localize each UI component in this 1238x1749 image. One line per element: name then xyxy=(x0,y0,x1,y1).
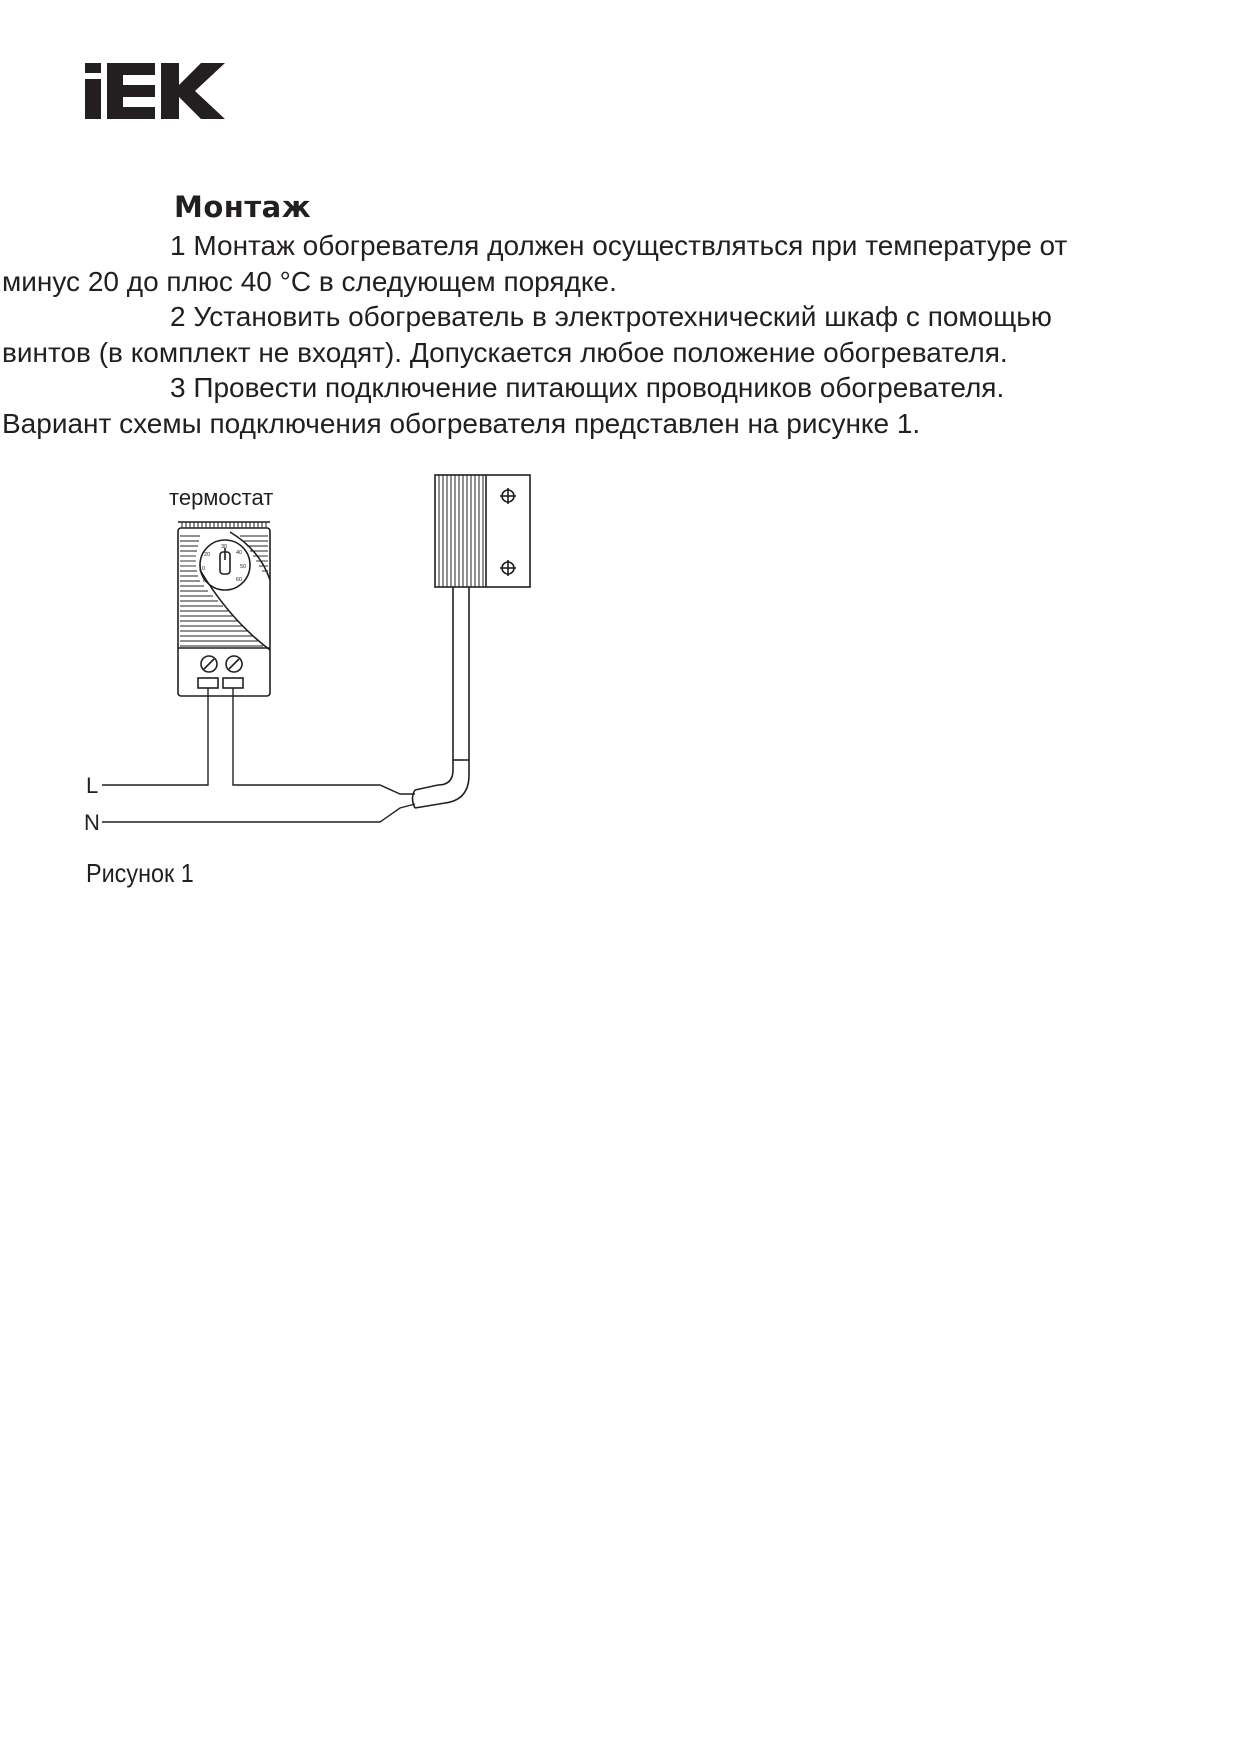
paragraph-1 xyxy=(2,228,1196,299)
paragraph-2-line-1: 2 Установить обогреватель в электротехнический шкаф с помощью xyxy=(170,301,1052,332)
paragraph-3-line-2: Вариант схемы подключения обогревателя представлен на рисунке 1. xyxy=(2,407,921,439)
paragraph-2-line-2: винтов (в комплект не входят). Допускается любое положение обогревателя. xyxy=(2,336,1008,368)
dial-mark-0: 0 xyxy=(203,578,207,584)
paragraph-2 xyxy=(2,299,1196,370)
dial-mark-20: 20 xyxy=(204,552,211,558)
line-n-label: N xyxy=(84,810,100,835)
line-l-label: L xyxy=(86,773,99,798)
thermostat-label: термостат xyxy=(169,485,274,510)
paragraph-3 xyxy=(2,370,1196,441)
paragraph-1-line-1: 1 Монтаж обогревателя должен осуществляться при температуре от xyxy=(170,230,1068,261)
wiring-diagram xyxy=(80,470,560,850)
paragraph-3-line-1: 3 Провести подключение питающих проводников обогревателя. xyxy=(170,372,1005,403)
heater-icon xyxy=(413,475,531,808)
dial-mark-30: 30 xyxy=(221,544,228,550)
section-title: Монтаж xyxy=(174,190,312,224)
paragraph-1-line-2: минус 20 до плюс 40 °С в следующем порядке. xyxy=(2,265,617,297)
dial-mark-50: 50 xyxy=(240,564,247,570)
figure-caption: Рисунок 1 xyxy=(86,858,194,888)
dial-mark-60: 60 xyxy=(236,577,243,583)
mounting-instructions xyxy=(2,228,1196,441)
iek-logo xyxy=(85,63,225,119)
dial-mark-40: 40 xyxy=(236,550,243,556)
wires xyxy=(102,688,415,822)
dial-mark-10: 10 xyxy=(199,566,206,572)
